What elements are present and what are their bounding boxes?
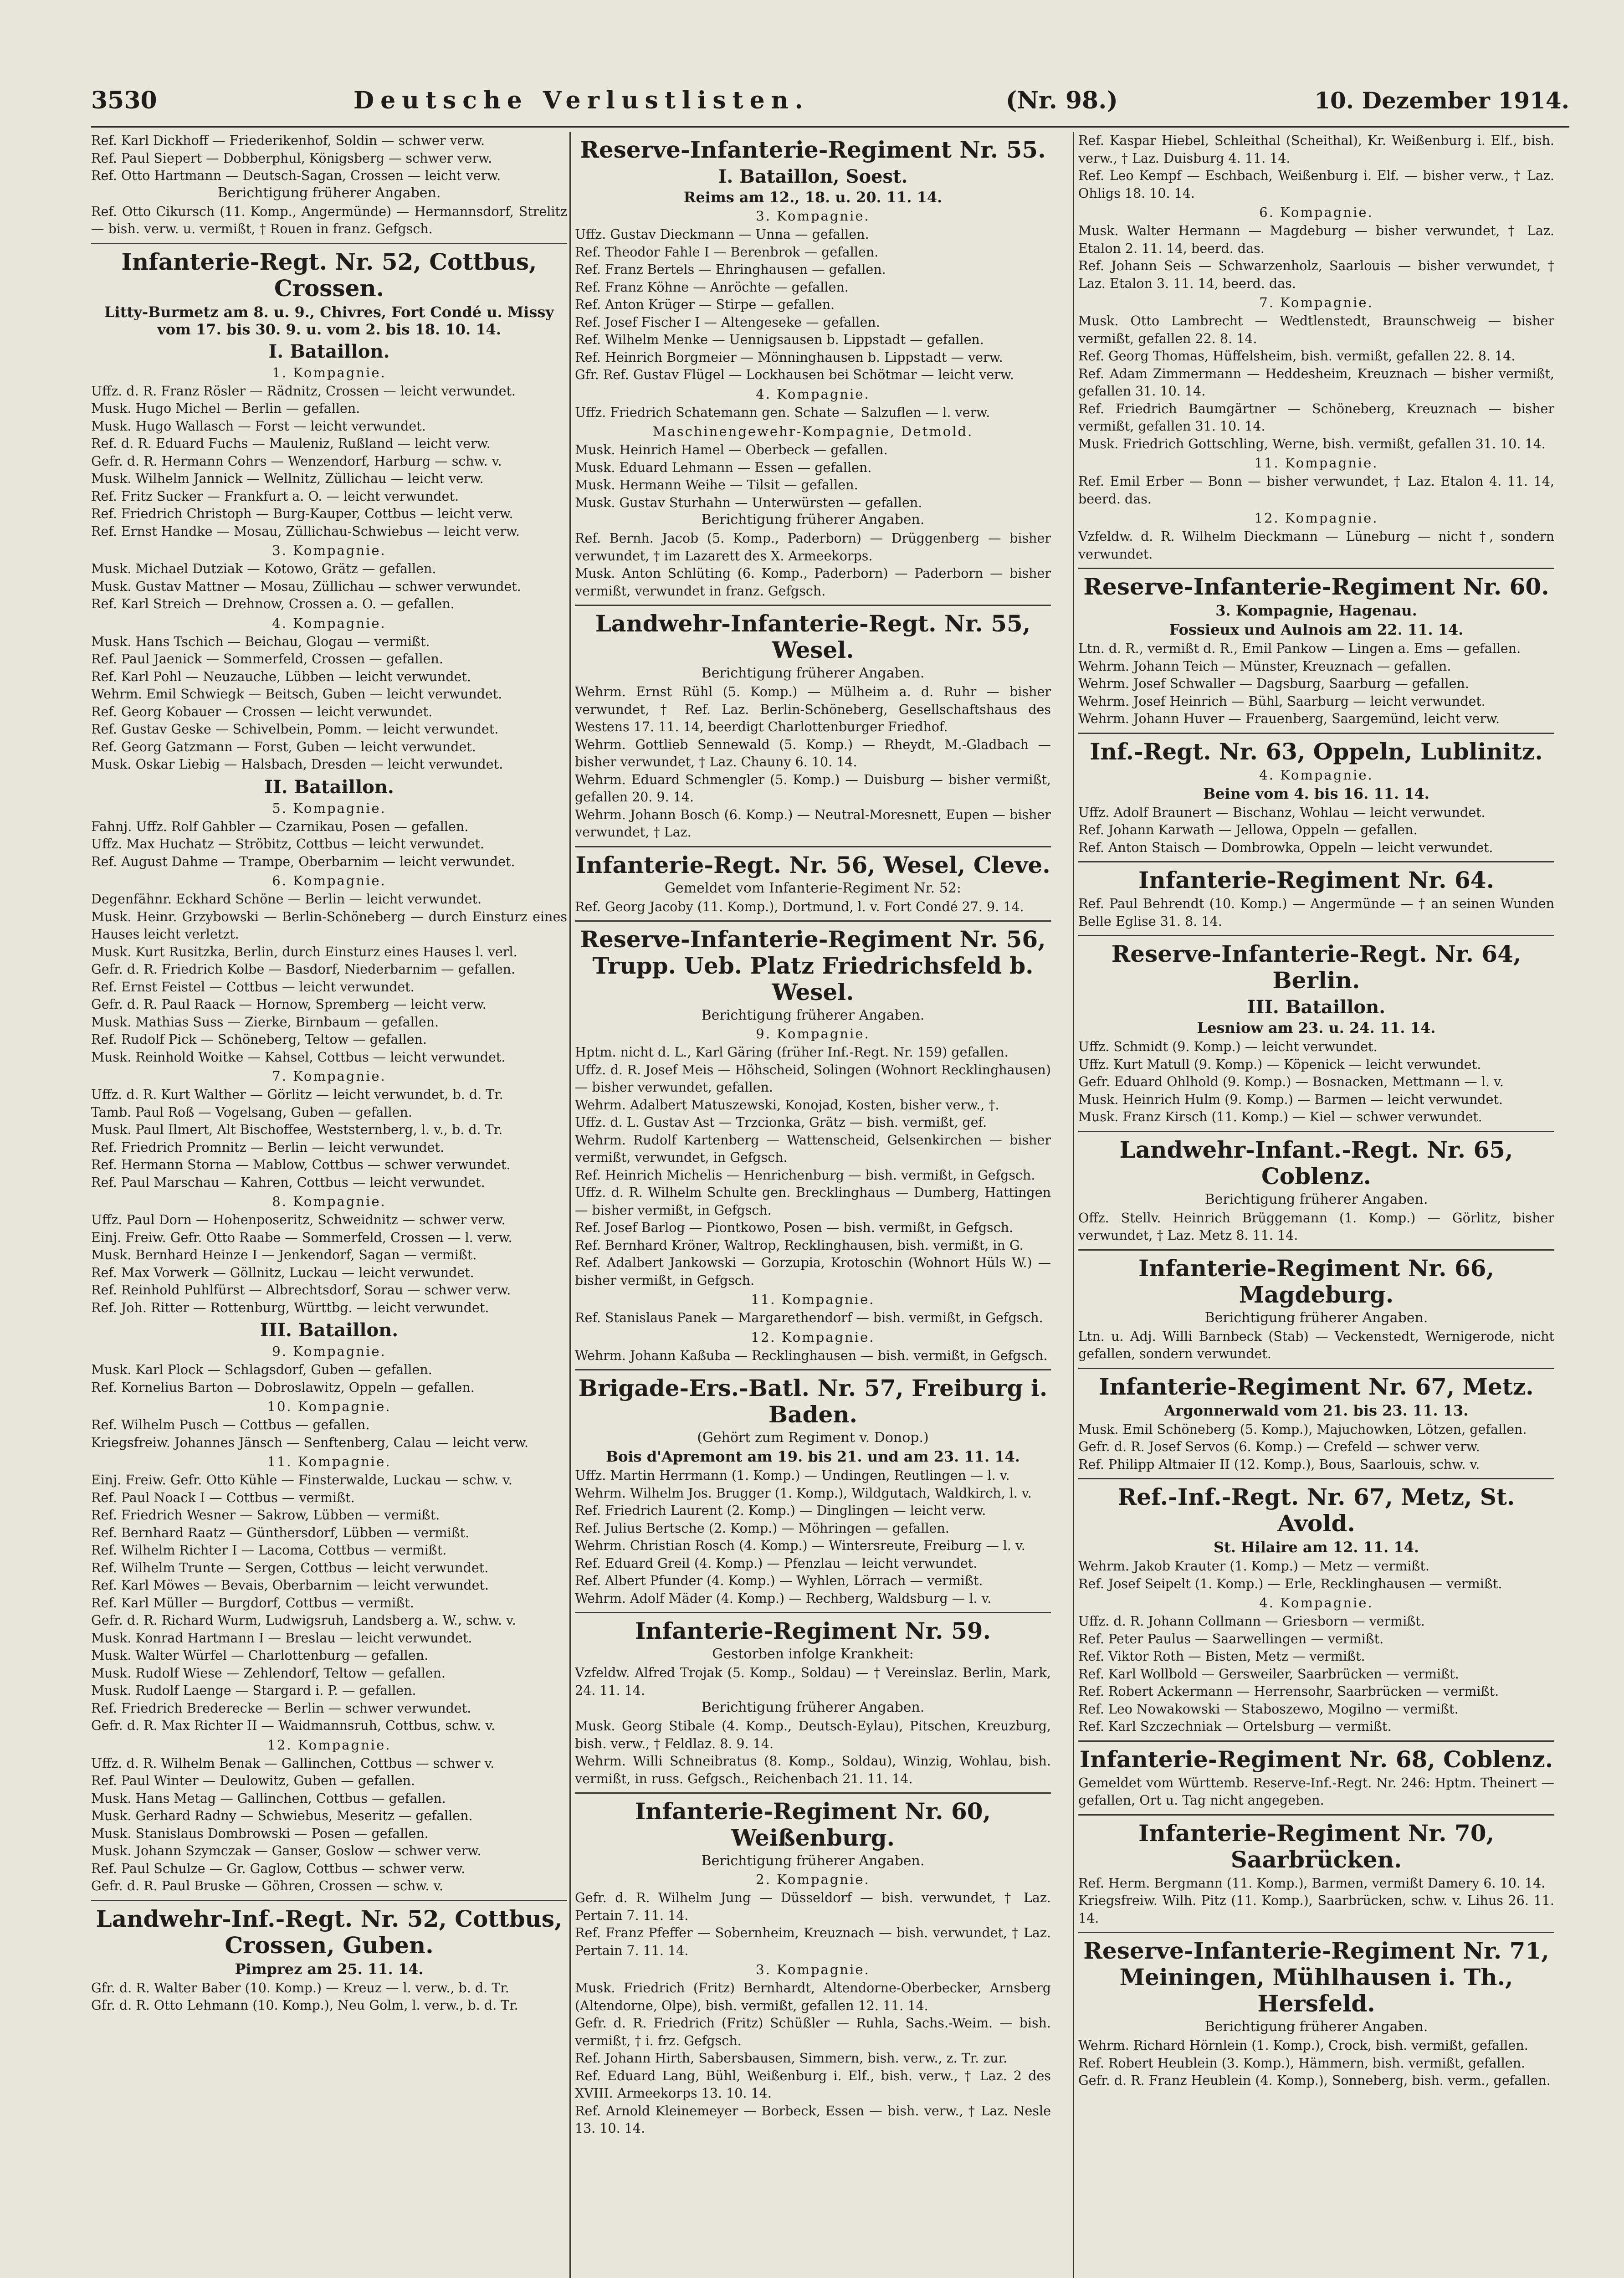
casualty-entry: Musk. Friedrich Gottschling, Werne, bish. vermißt, gefallen 31. 10. 14. (1078, 436, 1546, 451)
casualty-entry: Uffz. Kurt Matull (9. Komp.) — Köpenick — leicht verwundet. (1078, 1057, 1481, 1072)
casualty-entry: Wehrm. Adolf Mäder (4. Komp.) — Rechberg, Waldsburg — l. v. (575, 1590, 992, 1606)
casualty-entry: Ref. Johann Seis — Schwarzenholz, Saarlouis — bisher verwundet, † Laz. Etalon 3. 11. 14, beerd. das. (1078, 258, 1554, 291)
section-subheading: Bois d'Apremont am 19. bis 21. und am 23. 11. 14. (606, 1448, 1020, 1465)
company-heading: 12. Kompagnie. (1254, 510, 1378, 526)
casualty-entry: Ref. Bernhard Kröner, Waltrop, Recklinghausen, bish. vermißt, in G. (575, 1237, 1024, 1253)
section-note: Berichtigung früherer Angaben. (701, 665, 925, 681)
casualty-entry: Ref. Wilhelm Pusch — Cottbus — gefallen. (91, 1417, 370, 1432)
casualty-entry: Ref. Otto Hartmann — Deutsch-Sagan, Crossen — leicht verw. (91, 168, 501, 183)
casualty-entry: Ref. Friedrich Wesner — Sakrow, Lübben — vermißt. (91, 1508, 440, 1523)
company-heading: 12. Kompagnie. (267, 1737, 391, 1753)
casualty-entry: Ref. Robert Ackermann — Herrensohr, Saarbrücken — vermißt. (1078, 1684, 1499, 1699)
section-heading: Reserve-Infanterie-Regiment Nr. 55. (580, 136, 1046, 163)
casualty-entry: Gemeldet vom Württemb. Reserve-Inf.-Regt. Nr. 246: Hptm. Theinert — gefallen, Ort u. Tag nicht angegeben. (1078, 1775, 1554, 1808)
casualty-entry: Wehrm. Richard Hörnlein (1. Komp.), Crock, bish. vermißt, gefallen. (1078, 2038, 1528, 2053)
company-heading: 5. Kompagnie. (272, 800, 386, 816)
section-divider (575, 1612, 1051, 1613)
section-heading: Reserve-Infanterie-Regiment Nr. 56, Trupp. Ueb. Platz Friedrichsfeld b. Wesel. (580, 926, 1046, 1006)
casualty-entry: Musk. Mathias Suss — Zierke, Birnbaum — gefallen. (91, 1014, 439, 1030)
casualty-entry: Ref. Paul Winter — Deulowitz, Guben — gefallen. (91, 1773, 415, 1788)
section-heading: Infanterie-Regt. Nr. 52, Cottbus, Crossen. (121, 248, 537, 302)
casualty-entry: Kriegsfreiw. Wilh. Pitz (11. Komp.), Saarbrücken, schw. v. Lihus 26. 11. 14. (1078, 1893, 1554, 1926)
column-divider (1073, 132, 1074, 2278)
casualty-entry: Ref. Georg Kobauer — Crossen — leicht verwundet. (91, 704, 433, 719)
section-heading: Infanterie-Regiment Nr. 70, Saarbrücken. (1138, 1819, 1494, 1873)
section-heading: Landwehr-Infanterie-Regt. Nr. 55, Wesel. (595, 610, 1031, 663)
section-divider (1078, 861, 1554, 862)
casualty-entry: Uffz. Adolf Braunert — Bischanz, Wohlau — leicht verwundet. (1078, 805, 1486, 820)
casualty-entry: Musk. Hermann Weihe — Tilsit — gefallen. (575, 477, 858, 493)
casualty-entry: Ref. Peter Paulus — Saarwellingen — vermißt. (1078, 1631, 1384, 1647)
casualty-entry: Musk. Stanislaus Dombrowski — Posen — gefallen. (91, 1826, 429, 1841)
casualty-entry: Ref. d. R. Eduard Fuchs — Mauleniz, Rußland — leicht verw. (91, 436, 491, 451)
column-2 (575, 132, 1051, 2278)
casualty-entry: Ref. Franz Pfeffer — Sobernheim, Kreuznach — bish. verwundet, † Laz. Pertain 7. 11. 14. (575, 1925, 1051, 1958)
section-note: Berichtigung früherer Angaben. (217, 185, 441, 201)
casualty-entry: Musk. Gustav Mattner — Mosau, Züllichau — schwer verwundet. (91, 579, 521, 594)
casualty-entry: Ref. Joh. Ritter — Rottenburg, Württbg. — leicht verwundet. (91, 1300, 489, 1315)
casualty-entry: Wehrm. Willi Schneibratus (8. Komp., Soldau), Winzig, Wohlau, bish. vermißt, in russ. Gefgsch., Reichenbach 21. 11. 14. (575, 1754, 1051, 1786)
casualty-entry: Ref. Eduard Lang, Bühl, Weißenburg i. Elf., bish. verw., † Laz. 2 des XVIII. Armeekorps 13. 10. 14. (575, 2068, 1051, 2101)
casualty-entry: Kriegsfreiw. Johannes Jänsch — Senftenberg, Calau — leicht verw. (91, 1435, 529, 1450)
section-subheading: St. Hilaire am 12. 11. 14. (1214, 1539, 1419, 1556)
company-heading: 7. Kompagnie. (1259, 295, 1373, 310)
casualty-entry: Gefr. d. R. Friedrich (Fritz) Schüßler — Ruhla, Sachs.-Weim. — bish. vermißt, † i. frz. Gefgsch. (575, 2016, 1051, 2048)
section-subheading: Lesniow am 23. u. 24. 11. 14. (1197, 1019, 1436, 1036)
company-heading: 4. Kompagnie. (1259, 1595, 1373, 1611)
casualty-entry: Vzfeldw. d. R. Wilhelm Dieckmann — Lüneburg — nicht †, sondern verwundet. (1078, 529, 1554, 562)
battalion-heading: I. Bataillon, Soest. (718, 166, 908, 187)
casualty-entry: Uffz. Martin Herrmann (1. Komp.) — Undingen, Reutlingen — l. v. (575, 1468, 1010, 1483)
casualty-entry: Ref. Wilhelm Richter I — Lacoma, Cottbus — vermißt. (91, 1543, 447, 1558)
section-note: Berichtigung früherer Angaben. (701, 1853, 925, 1869)
casualty-entry: Uffz. d. R. Franz Rösler — Rädnitz, Crossen — leicht verwundet. (91, 383, 516, 399)
casualty-entry: Musk. Eduard Lehmann — Essen — gefallen. (575, 460, 872, 475)
section-note: Berichtigung früherer Angaben. (1204, 1191, 1428, 1207)
casualty-entry: Uffz. Paul Dorn — Hohenposeritz, Schweidnitz — schwer verw. (91, 1212, 506, 1227)
company-heading: 3. Kompagnie. (272, 543, 386, 558)
casualty-entry: Ref. Reinhold Puhlfürst — Albrechtsdorf, Sorau — schwer verw. (91, 1283, 511, 1298)
casualty-entry: Gefr. d. R. Richard Wurm, Ludwigsruh, Landsberg a. W., schw. v. (91, 1613, 516, 1628)
casualty-entry: Musk. Michael Dutziak — Kotowo, Grätz — gefallen. (91, 561, 436, 576)
casualty-entry: Musk. Bernhard Heinze I — Jenkendorf, Sagan — vermißt. (91, 1247, 477, 1262)
casualty-entry: Einj. Freiw. Gefr. Otto Raabe — Sommerfeld, Crossen — l. verw. (91, 1230, 512, 1245)
section-divider (1078, 1368, 1554, 1369)
publication-title: Deutsche Verlustlisten. (353, 87, 809, 114)
company-heading: 4. Kompagnie. (1259, 767, 1373, 783)
section-heading: Landwehr-Inf.-Regt. Nr. 52, Cottbus, Crossen, Guben. (96, 1905, 563, 1959)
casualty-entry: Musk. Walter Würfel — Charlottenburg — gefallen. (91, 1648, 429, 1663)
casualty-entry: Ref. Friedrich Laurent (2. Komp.) — Dinglingen — leicht verw. (575, 1503, 986, 1518)
casualty-entry: Wehrm. Emil Schwiegk — Beitsch, Guben — leicht verwundet. (91, 687, 502, 702)
casualty-entry: Uffz. d. R. Wilhelm Benak — Gallinchen, Cottbus — schwer v. (91, 1755, 495, 1771)
casualty-entry: Ref. Kornelius Barton — Dobroslawitz, Oppeln — gefallen. (91, 1380, 475, 1395)
casualty-entry: Ref. Paul Behrendt (10. Komp.) — Angermünde — † an seinen Wunden Belle Eglise 31. 8. 14. (1078, 896, 1554, 929)
casualty-entry: Ref. Karl Wollbold — Gersweiler, Saarbrücken — vermißt. (1078, 1666, 1459, 1682)
section-heading: Infanterie-Regiment Nr. 64. (1138, 867, 1494, 893)
issue-number: (Nr. 98.) (1005, 87, 1118, 114)
casualty-entry: Ref. Wilhelm Trunte — Sergen, Cottbus — leicht verwundet. (91, 1560, 489, 1575)
section-divider (575, 605, 1051, 606)
casualty-entry: Wehrm. Ernst Rühl (5. Komp.) — Mülheim a. d. Ruhr — bisher verwundet, † Ref. Laz. Berlin-Schöneberg, Gesellschaftshaus des Westens 17. 11. 14, beerdigt Charlottenburger Friedhof. (575, 684, 1051, 734)
casualty-entry: Ref. Friedrich Christoph — Burg-Kauper, Cottbus — leicht verw. (91, 506, 513, 521)
casualty-entry: Ref. Anton Krüger — Stirpe — gefallen. (575, 297, 835, 312)
casualty-entry: Uffz. Friedrich Schatemann gen. Schate — Salzuflen — l. verw. (575, 405, 990, 420)
casualty-entry: Musk. Karl Plock — Schlagsdorf, Guben — gefallen. (91, 1362, 432, 1377)
battalion-heading: III. Bataillon. (260, 1319, 399, 1341)
casualty-entry: Wehrm. Johann Teich — Münster, Kreuznach — gefallen. (1078, 658, 1451, 674)
casualty-entry: Vzfeldw. Alfred Trojak (5. Komp., Soldau) — † Vereinslaz. Berlin, Mark, 24. 11. 14. (575, 1665, 1051, 1698)
section-heading: Infanterie-Regiment Nr. 68, Coblenz. (1079, 1745, 1553, 1773)
casualty-entry: Ref. Paul Marschau — Kahren, Cottbus — leicht verwundet. (91, 1175, 485, 1190)
casualty-entry: Musk. Paul Ilmert, Alt Bischoffee, Weststernberg, l. v., b. d. Tr. (91, 1122, 503, 1137)
casualty-entry: Musk. Gustav Sturhahn — Unterwürsten — gefallen. (575, 495, 922, 510)
casualty-entry: Ref. Fritz Sucker — Frankfurt a. O. — leicht verwundet. (91, 488, 459, 504)
casualty-entry: Ref. Leo Kempf — Eschbach, Weißenburg i. Elf. — bisher verw., † Laz. Ohligs 18. 10. 14. (1078, 168, 1554, 201)
casualty-entry: Ref. Bernhard Raatz — Günthersdorf, Lübben — vermißt. (91, 1525, 470, 1540)
casualty-entry: Ref. Kaspar Hiebel, Schleithal (Scheithal), Kr. Weißenburg i. Elf., bish. verw., † Laz. Duisburg 4. 11. 14. (1078, 133, 1554, 166)
column-1 (91, 132, 567, 2278)
section-divider (91, 1900, 567, 1901)
section-heading: Brigade-Ers.-Batl. Nr. 57, Freiburg i. Baden. (578, 1375, 1048, 1428)
casualty-entry: Ref. Friedrich Promnitz — Berlin — leicht verwundet. (91, 1139, 445, 1155)
section-subheading: Pimprez am 25. 11. 14. (235, 1960, 424, 1978)
casualty-entry: Wehrm. Johann Bosch (6. Komp.) — Neutral-Moresnett, Eupen — bisher verwundet, † Laz. (575, 807, 1051, 840)
section-heading: Infanterie-Regiment Nr. 59. (635, 1617, 991, 1644)
section-heading: Reserve-Infanterie-Regiment Nr. 60. (1083, 573, 1549, 600)
section-subheading: Fossieux und Aulnois am 22. 11. 14. (1169, 621, 1464, 638)
casualty-entry: Ref. Herm. Bergmann (11. Komp.), Barmen, vermißt Damery 6. 10. 14. (1078, 1875, 1546, 1891)
section-divider (1078, 1478, 1554, 1479)
casualty-entry: Ref. Otto Cikursch (11. Komp., Angermünde) — Hermannsdorf, Strelitz — bish. verw. u. vermißt, † Rouen in franz. Gefgsch. (91, 204, 567, 236)
casualty-entry: Ref. Karl Szczechniak — Ortelsburg — vermißt. (1078, 1719, 1392, 1734)
casualty-entry: Ref. Josef Barlog — Piontkowo, Posen — bish. vermißt, in Gefgsch. (575, 1220, 1014, 1235)
casualty-entry: Offz. Stellv. Heinrich Brüggemann (1. Komp.) — Görlitz, bisher verwundet, † Laz. Metz 8. 11. 14. (1078, 1210, 1554, 1243)
section-note: Gemeldet vom Infanterie-Regiment Nr. 52: (664, 880, 962, 896)
casualty-entry: Musk. Heinrich Hulm (9. Komp.) — Barmen — leicht verwundet. (1078, 1092, 1503, 1107)
section-note: Gestorben infolge Krankheit: (712, 1646, 914, 1662)
casualty-entry: Ltn. u. Adj. Willi Barnbeck (Stab) — Veckenstedt, Wernigerode, nicht gefallen, sondern verwundet. (1078, 1329, 1554, 1361)
company-heading: 2. Kompagnie. (756, 1872, 870, 1887)
section-divider (91, 243, 567, 244)
casualty-entry: Hptm. nicht d. L., Karl Gäring (früher Inf.-Regt. Nr. 159) gefallen. (575, 1045, 1009, 1060)
casualty-entry: Wehrm. Josef Schwaller — Dagsburg, Saarburg — gefallen. (1078, 676, 1469, 691)
casualty-entry: Musk. Hans Metag — Gallinchen, Cottbus — gefallen. (91, 1791, 446, 1806)
company-heading: 11. Kompagnie. (267, 1454, 391, 1469)
casualty-entry: Fahnj. Uffz. Rolf Gahbler — Czarnikau, Posen — gefallen. (91, 819, 469, 834)
section-note: (Gehört zum Regiment v. Donop.) (697, 1430, 929, 1446)
casualty-entry: Wehrm. Eduard Schmengler (5. Komp.) — Duisburg — bisher vermißt, gefallen 20. 9. 14. (575, 772, 1051, 805)
casualty-entry: Gefr. d. R. Paul Bruske — Göhren, Crossen — schw. v. (91, 1878, 444, 1893)
casualty-entry: Uffz. d. R. Josef Meis — Höhscheid, Solingen (Wohnort Recklinghausen) — bisher verwundet, gefallen. (575, 1062, 1051, 1095)
casualty-entry: Gefr. d. R. Hermann Cohrs — Wenzendorf, Harburg — schw. v. (91, 453, 502, 469)
casualty-entry: Ref. Karl Möwes — Bevais, Oberbarnim — leicht verwundet. (91, 1578, 489, 1593)
section-subheading: Beine vom 4. bis 16. 11. 14. (1203, 785, 1429, 802)
casualty-entry: Uffz. d. L. Gustav Ast — Trzcionka, Grätz — bish. vermißt, gef. (575, 1115, 987, 1130)
column-divider (569, 132, 571, 2278)
casualty-entry: Musk. Franz Kirsch (11. Komp.) — Kiel — schwer verwundet. (1078, 1109, 1482, 1124)
casualty-entry: Gfr. d. R. Walter Baber (10. Komp.) — Kreuz — l. verw., b. d. Tr. (91, 1980, 509, 1996)
casualty-entry: Ref. Paul Jaenick — Sommerfeld, Crossen — gefallen. (91, 652, 443, 667)
casualty-entry: Musk. Anton Schlüting (6. Komp., Paderborn) — Paderborn — bisher vermißt, verwundet in franz. Gefgsch. (575, 566, 1051, 599)
casualty-entry: Ref. Leo Nowakowski — Staboszewo, Mogilno — vermißt. (1078, 1701, 1459, 1717)
casualty-entry: Gefr. d. R. Franz Heublein (4. Komp.), Sonneberg, bish. verm., gefallen. (1078, 2073, 1551, 2088)
casualty-entry: Musk. Hans Tschich — Beichau, Glogau — vermißt. (91, 634, 430, 649)
casualty-entry: Ref. Josef Fischer I — Altengeseke — gefallen. (575, 314, 880, 330)
casualty-entry: Uffz. Schmidt (9. Komp.) — leicht verwundet. (1078, 1039, 1378, 1054)
casualty-entry: Wehrm. Johann Huver — Frauenberg, Saargemünd, leicht verw. (1078, 711, 1500, 726)
casualty-entry: Gefr. Eduard Ohlhold (9. Komp.) — Bosnacken, Mettmann — l. v. (1078, 1074, 1504, 1089)
casualty-entry: Musk. Hugo Wallasch — Forst — leicht verwundet. (91, 418, 426, 434)
casualty-entry: Wehrm. Jakob Krauter (1. Komp.) — Metz — vermißt. (1078, 1559, 1429, 1574)
battalion-heading: III. Bataillon. (1247, 996, 1386, 1018)
company-heading: 10. Kompagnie. (267, 1399, 391, 1414)
casualty-entry: Musk. Oskar Liebig — Halsbach, Dresden — leicht verwundet. (91, 757, 503, 772)
casualty-entry: Musk. Rudolf Laenge — Stargard i. P. — gefallen. (91, 1683, 416, 1698)
casualty-entry: Ref. Friedrich Baumgärtner — Schöneberg, Kreuznach — bisher vermißt, gefallen 31. 10. 14. (1078, 401, 1554, 434)
section-note: Berichtigung früherer Angaben. (701, 1699, 925, 1715)
section-divider (1078, 733, 1554, 734)
casualty-entry: Gefr. d. R. Josef Servos (6. Komp.) — Crefeld — schwer verw. (1078, 1439, 1480, 1454)
casualty-entry: Ref. Arnold Kleinemeyer — Borbeck, Essen — bish. verw., † Laz. Nesle 13. 10. 14. (575, 2103, 1051, 2136)
casualty-entry: Ref. Georg Jacoby (11. Komp.), Dortmund, l. v. Fort Condé 27. 9. 14. (575, 899, 1024, 914)
casualty-entry: Ref. Karl Pohl — Neuzauche, Lübben — leicht verwundet. (91, 669, 471, 684)
casualty-entry: Ref. Paul Noack I — Cottbus — vermißt. (91, 1490, 355, 1505)
casualty-entry: Musk. Emil Schöneberg (5. Komp.), Majuchowken, Lötzen, gefallen. (1078, 1421, 1527, 1437)
casualty-entry: Gefr. d. R. Friedrich Kolbe — Basdorf, Niederbarnim — gefallen. (91, 962, 516, 977)
casualty-entry: Ref. Johann Karwath — Jellowa, Oppeln — gefallen. (1078, 822, 1418, 837)
section-heading: Infanterie-Regt. Nr. 56, Wesel, Cleve. (575, 851, 1050, 878)
casualty-entry: Ref. Hermann Storna — Mablow, Cottbus — schwer verwundet. (91, 1157, 511, 1172)
casualty-entry: Ref. August Dahme — Trampe, Oberbarnim — leicht verwundet. (91, 854, 515, 869)
casualty-entry: Uffz. Max Huchatz — Ströbitz, Cottbus — leicht verwundet. (91, 836, 484, 852)
column-3 (1078, 132, 1554, 2278)
battalion-heading: I. Bataillon. (268, 340, 390, 362)
casualty-entry: Musk. Friedrich (Fritz) Bernhardt, Altendorne-Oberbecker, Arnsberg (Altendorne, Olpe), bish. vermißt, gefallen 12. 11. 14. (575, 1980, 1051, 2013)
section-divider (575, 920, 1051, 922)
casualty-entry: Ref. Franz Köhne — Anröchte — gefallen. (575, 279, 849, 295)
casualty-entry: Ref. Gustav Geske — Schivelbein, Pomm. — leicht verwundet. (91, 722, 499, 737)
casualty-entry: Degenfähnr. Eckhard Schöne — Berlin — leicht verwundet. (91, 892, 482, 907)
section-divider (1078, 1740, 1554, 1742)
casualty-entry: Wehrm. Gottlieb Sennewald (5. Komp.) — Rheydt, M.-Gladbach — bisher verwundet, † Laz. Chauny 6. 10. 14. (575, 737, 1051, 770)
company-heading: 4. Kompagnie. (272, 615, 386, 631)
casualty-entry: Ref. Heinrich Borgmeier — Mönninghausen b. Lippstadt — verw. (575, 349, 1003, 365)
company-heading: 12. Kompagnie. (751, 1329, 875, 1345)
company-heading: 3. Kompagnie. (756, 1962, 870, 1977)
company-heading: 4. Kompagnie. (756, 386, 870, 402)
casualty-entry: Ref. Heinrich Michelis — Henrichenburg — bish. vermißt, in Gefgsch. (575, 1167, 1035, 1183)
casualty-entry: Musk. Kurt Rusitzka, Berlin, durch Einsturz eines Hauses l. verl. (91, 944, 517, 959)
casualty-entry: Musk. Rudolf Wiese — Zehlendorf, Teltow — gefallen. (91, 1665, 446, 1681)
casualty-entry: Ref. Karl Müller — Burgdorf, Cottbus — vermißt. (91, 1595, 414, 1611)
casualty-entry: Ref. Georg Thomas, Hüffelsheim, bish. vermißt, gefallen 22. 8. 14. (1078, 349, 1516, 364)
company-heading: 6. Kompagnie. (272, 873, 386, 888)
casualty-entry: Uffz. d. R. Kurt Walther — Görlitz — leicht verwundet, b. d. Tr. (91, 1087, 503, 1102)
company-heading: 9. Kompagnie. (272, 1344, 386, 1359)
casualty-entry: Ref. Julius Bertsche (2. Komp.) — Möhringen — gefallen. (575, 1520, 949, 1536)
section-heading: Infanterie-Regiment Nr. 67, Metz. (1099, 1373, 1534, 1400)
section-heading: Reserve-Infanterie-Regiment Nr. 71, Meiningen, Mühlhausen i. Th., Hersfeld. (1083, 1937, 1549, 2017)
section-subheading: Litty-Burmetz am 8. u. 9., Chivres, Fort Condé u. Missy vom 17. bis 30. 9. u. vom 2. bis 18. 10. 14. (104, 303, 554, 338)
casualty-entry: Einj. Freiw. Gefr. Otto Kühle — Finsterwalde, Luckau — schw. v. (91, 1472, 512, 1488)
casualty-entry: Tamb. Paul Roß — Vogelsang, Guben — gefallen. (91, 1104, 412, 1120)
section-divider (1078, 568, 1554, 569)
company-heading: 9. Kompagnie. (756, 1026, 870, 1042)
casualty-entry: Musk. Otto Lambrecht — Wedtlenstedt, Braunschweig — bisher vermißt, gefallen 22. 8. 14. (1078, 313, 1554, 346)
company-heading: 3. Kompagnie. (756, 208, 870, 224)
issue-date: 10. Dezember 1914. (1314, 87, 1569, 114)
casualty-entry: Wehrm. Christian Rosch (4. Komp.) — Wintersreute, Freiburg — l. v. (575, 1538, 1025, 1553)
casualty-entry: Uffz. d. R. Johann Collmann — Griesborn — vermißt. (1078, 1614, 1425, 1629)
casualty-entry: Gefr. d. R. Max Richter II — Waidmannsruh, Cottbus, schw. v. (91, 1718, 496, 1733)
casualty-entry: Ref. Anton Staisch — Dombrowka, Oppeln — leicht verwundet. (1078, 840, 1493, 855)
casualty-entry: Gefr. d. R. Wilhelm Jung — Düsseldorf — bish. verwundet, † Laz. Pertain 7. 11. 14. (575, 1890, 1051, 1923)
section-heading: Infanterie-Regiment Nr. 66, Magdeburg. (1138, 1254, 1494, 1308)
casualty-entry: Ref. Paul Siepert — Dobberphul, Königsberg — schwer verw. (91, 150, 492, 166)
section-heading: Infanterie-Regiment Nr. 60, Weißenburg. (635, 1798, 991, 1851)
section-subheading: Argonnerwald vom 21. bis 23. 11. 13. (1164, 1401, 1469, 1419)
casualty-entry: Ref. Friedrich Brederecke — Berlin — schwer verwundet. (91, 1700, 471, 1716)
casualty-entry: Ref. Ernst Handke — Mosau, Züllichau-Schwiebus — leicht verw. (91, 523, 520, 539)
company-heading: 6. Kompagnie. (1259, 205, 1373, 220)
casualty-entry: Ref. Josef Seipelt (1. Komp.) — Erle, Recklinghausen — vermißt. (1078, 1576, 1502, 1591)
section-note: Berichtigung früherer Angaben. (701, 512, 925, 528)
casualty-entry: Ref. Philipp Altmaier II (12. Komp.), Bous, Saarlouis, schw. v. (1078, 1457, 1480, 1472)
casualty-entry: Ref. Robert Heublein (3. Komp.), Hämmern, bish. vermißt, gefallen. (1078, 2055, 1526, 2071)
section-divider (575, 1792, 1051, 1794)
casualty-entry: Ref. Adam Zimmermann — Heddesheim, Kreuznach — bisher vermißt, gefallen 31. 10. 14. (1078, 366, 1554, 399)
casualty-entry: Musk. Johann Szymczak — Ganser, Goslow — schwer verw. (91, 1843, 482, 1858)
header-rule (91, 126, 1569, 128)
company-heading: Maschinengewehr-Kompagnie, Detmold. (652, 424, 973, 439)
casualty-entry: Ref. Georg Gatzmann — Forst, Guben — leicht verwundet. (91, 739, 476, 754)
section-note: Berichtigung früherer Angaben. (1204, 1309, 1428, 1326)
section-divider (1078, 1814, 1554, 1816)
company-heading: 8. Kompagnie. (272, 1194, 386, 1209)
casualty-entry: Wehrm. Rudolf Kartenberg — Wattenscheid, Gelsenkirchen — bisher vermißt, verwundet, in Gefgsch. (575, 1132, 1051, 1165)
casualty-entry: Ref. Theodor Fahle I — Berenbrok — gefallen. (575, 244, 879, 260)
section-heading: Inf.-Regt. Nr. 63, Oppeln, Lublinitz. (1090, 738, 1543, 765)
casualty-entry: Wehrm. Adalbert Matuszewski, Konojad, Kosten, bisher verw., †. (575, 1097, 999, 1113)
casualty-entry: Ltn. d. R., vermißt d. R., Emil Pankow — Lingen a. Ems — gefallen. (1078, 641, 1521, 656)
section-heading: Reserve-Infanterie-Regt. Nr. 64, Berlin. (1111, 940, 1522, 994)
section-divider (575, 846, 1051, 847)
company-heading: 1. Kompagnie. (272, 364, 386, 380)
casualty-entry: Musk. Hugo Michel — Berlin — gefallen. (91, 401, 360, 416)
company-heading: 11. Kompagnie. (1254, 455, 1378, 471)
page-number: 3530 (91, 87, 157, 114)
casualty-entry: Ref. Paul Schulze — Gr. Gaglow, Cottbus — schwer verw. (91, 1861, 466, 1876)
casualty-entry: Ref. Karl Dickhoff — Friederikenhof, Soldin — schwer verw. (91, 133, 485, 148)
casualty-entry: Ref. Emil Erber — Bonn — bisher verwundet, † Laz. Etalon 4. 11. 14, beerd. das. (1078, 474, 1554, 507)
company-heading: 7. Kompagnie. (272, 1068, 386, 1084)
casualty-entry: Ref. Albert Pfunder (4. Komp.) — Wyhlen, Lörrach — vermißt. (575, 1573, 983, 1588)
casualty-entry: Ref. Johann Hirth, Sabersbausen, Simmern, bish. verw., z. Tr. zur. (575, 2051, 1008, 2066)
section-heading: Ref.-Inf.-Regt. Nr. 67, Metz, St. Avold. (1117, 1483, 1515, 1537)
section-subheading: Reims am 12., 18. u. 20. 11. 14. (683, 189, 943, 206)
casualty-entry: Ref. Ernst Feistel — Cottbus — leicht verwundet. (91, 979, 415, 995)
casualty-entry: Musk. Walter Hermann — Magdeburg — bisher verwundet, † Laz. Etalon 2. 11. 14, beerd. das. (1078, 223, 1554, 256)
casualty-entry: Gfr. d. R. Otto Lehmann (10. Komp.), Neu Golm, l. verw., b. d. Tr. (91, 1998, 518, 2013)
casualty-entry: Ref. Franz Bertels — Ehringhausen — gefallen. (575, 262, 886, 277)
casualty-entry: Ref. Karl Streich — Drehnow, Crossen a. O. — gefallen. (91, 596, 455, 611)
casualty-entry: Uffz. Gustav Dieckmann — Unna — gefallen. (575, 227, 869, 242)
casualty-entry: Musk. Heinr. Grzybowski — Berlin-Schöneberg — durch Einsturz eines Hauses leicht verletzt. (91, 909, 567, 942)
section-divider (1078, 1932, 1554, 1933)
casualty-entry: Ref. Adalbert Jankowski — Gorzupia, Krotoschin (Wohnort Hüls W.) — bisher vermißt, in Gefgsch. (575, 1255, 1051, 1288)
casualty-entry: Musk. Heinrich Hamel — Oberbeck — gefallen. (575, 442, 888, 457)
casualty-entry: Wehrm. Wilhelm Jos. Brugger (1. Komp.), Wildgutach, Waldkirch, l. v. (575, 1485, 1032, 1501)
page-header (91, 87, 1569, 123)
section-divider (1078, 935, 1554, 936)
casualty-entry: Wehrm. Johann Kaßuba — Recklinghausen — bish. vermißt, in Gefgsch. (575, 1348, 1048, 1363)
casualty-entry: Musk. Reinhold Woitke — Kahsel, Cottbus — leicht verwundet. (91, 1049, 506, 1065)
section-divider (1078, 1131, 1554, 1132)
casualty-entry: Gefr. d. R. Paul Raack — Hornow, Spremberg — leicht verw. (91, 997, 487, 1012)
casualty-entry: Ref. Stanislaus Panek — Margarethendorf — bish. vermißt, in Gefgsch. (575, 1310, 1043, 1325)
casualty-entry: Musk. Wilhelm Jannick — Wellnitz, Züllichau — leicht verw. (91, 471, 484, 486)
casualty-entry: Musk. Konrad Hartmann I — Breslau — leicht verwundet. (91, 1630, 472, 1646)
casualty-entry: Ref. Viktor Roth — Bisten, Metz — vermißt. (1078, 1649, 1365, 1664)
section-note: Berichtigung früherer Angaben. (701, 1007, 925, 1023)
casualty-entry: Musk. Gerhard Radny — Schwiebus, Meseritz — gefallen. (91, 1808, 473, 1823)
casualty-entry: Musk. Georg Stibale (4. Komp., Deutsch-Eylau), Pitschen, Kreuzburg, bish. verw., † Feldlaz. 8. 9. 14. (575, 1719, 1051, 1751)
section-divider (1078, 1249, 1554, 1251)
section-note: Berichtigung früherer Angaben. (1204, 2019, 1428, 2035)
section-divider (575, 1369, 1051, 1370)
section-subheading: 3. Kompagnie, Hagenau. (1215, 602, 1417, 619)
section-heading: Landwehr-Infant.-Regt. Nr. 65, Coblenz. (1119, 1136, 1513, 1190)
casualty-entry: Ref. Wilhelm Menke — Uennigsausen b. Lippstadt — gefallen. (575, 332, 984, 347)
casualty-entry: Ref. Bernh. Jacob (5. Komp., Paderborn) — Drüggenberg — bisher verwundet, † im Lazarett des X. Armeekorps. (575, 531, 1051, 564)
company-heading: 11. Kompagnie. (751, 1292, 875, 1307)
casualty-entry: Ref. Rudolf Pick — Schöneberg, Teltow — gefallen. (91, 1032, 427, 1047)
casualty-entry: Gfr. Ref. Gustav Flügel — Lockhausen bei Schötmar — leicht verw. (575, 367, 1014, 382)
battalion-heading: II. Bataillon. (264, 776, 394, 798)
casualty-entry: Wehrm. Josef Heinrich — Bühl, Saarburg — leicht verwundet. (1078, 693, 1486, 709)
casualty-entry: Uffz. d. R. Wilhelm Schulte gen. Brecklinghaus — Dumberg, Hattingen — bisher vermißt, in Gefgsch. (575, 1185, 1051, 1218)
casualty-entry: Ref. Eduard Greil (4. Komp.) — Pfenzlau — leicht verwundet. (575, 1555, 978, 1571)
casualty-entry: Ref. Max Vorwerk — Göllnitz, Luckau — leicht verwundet. (91, 1265, 474, 1280)
